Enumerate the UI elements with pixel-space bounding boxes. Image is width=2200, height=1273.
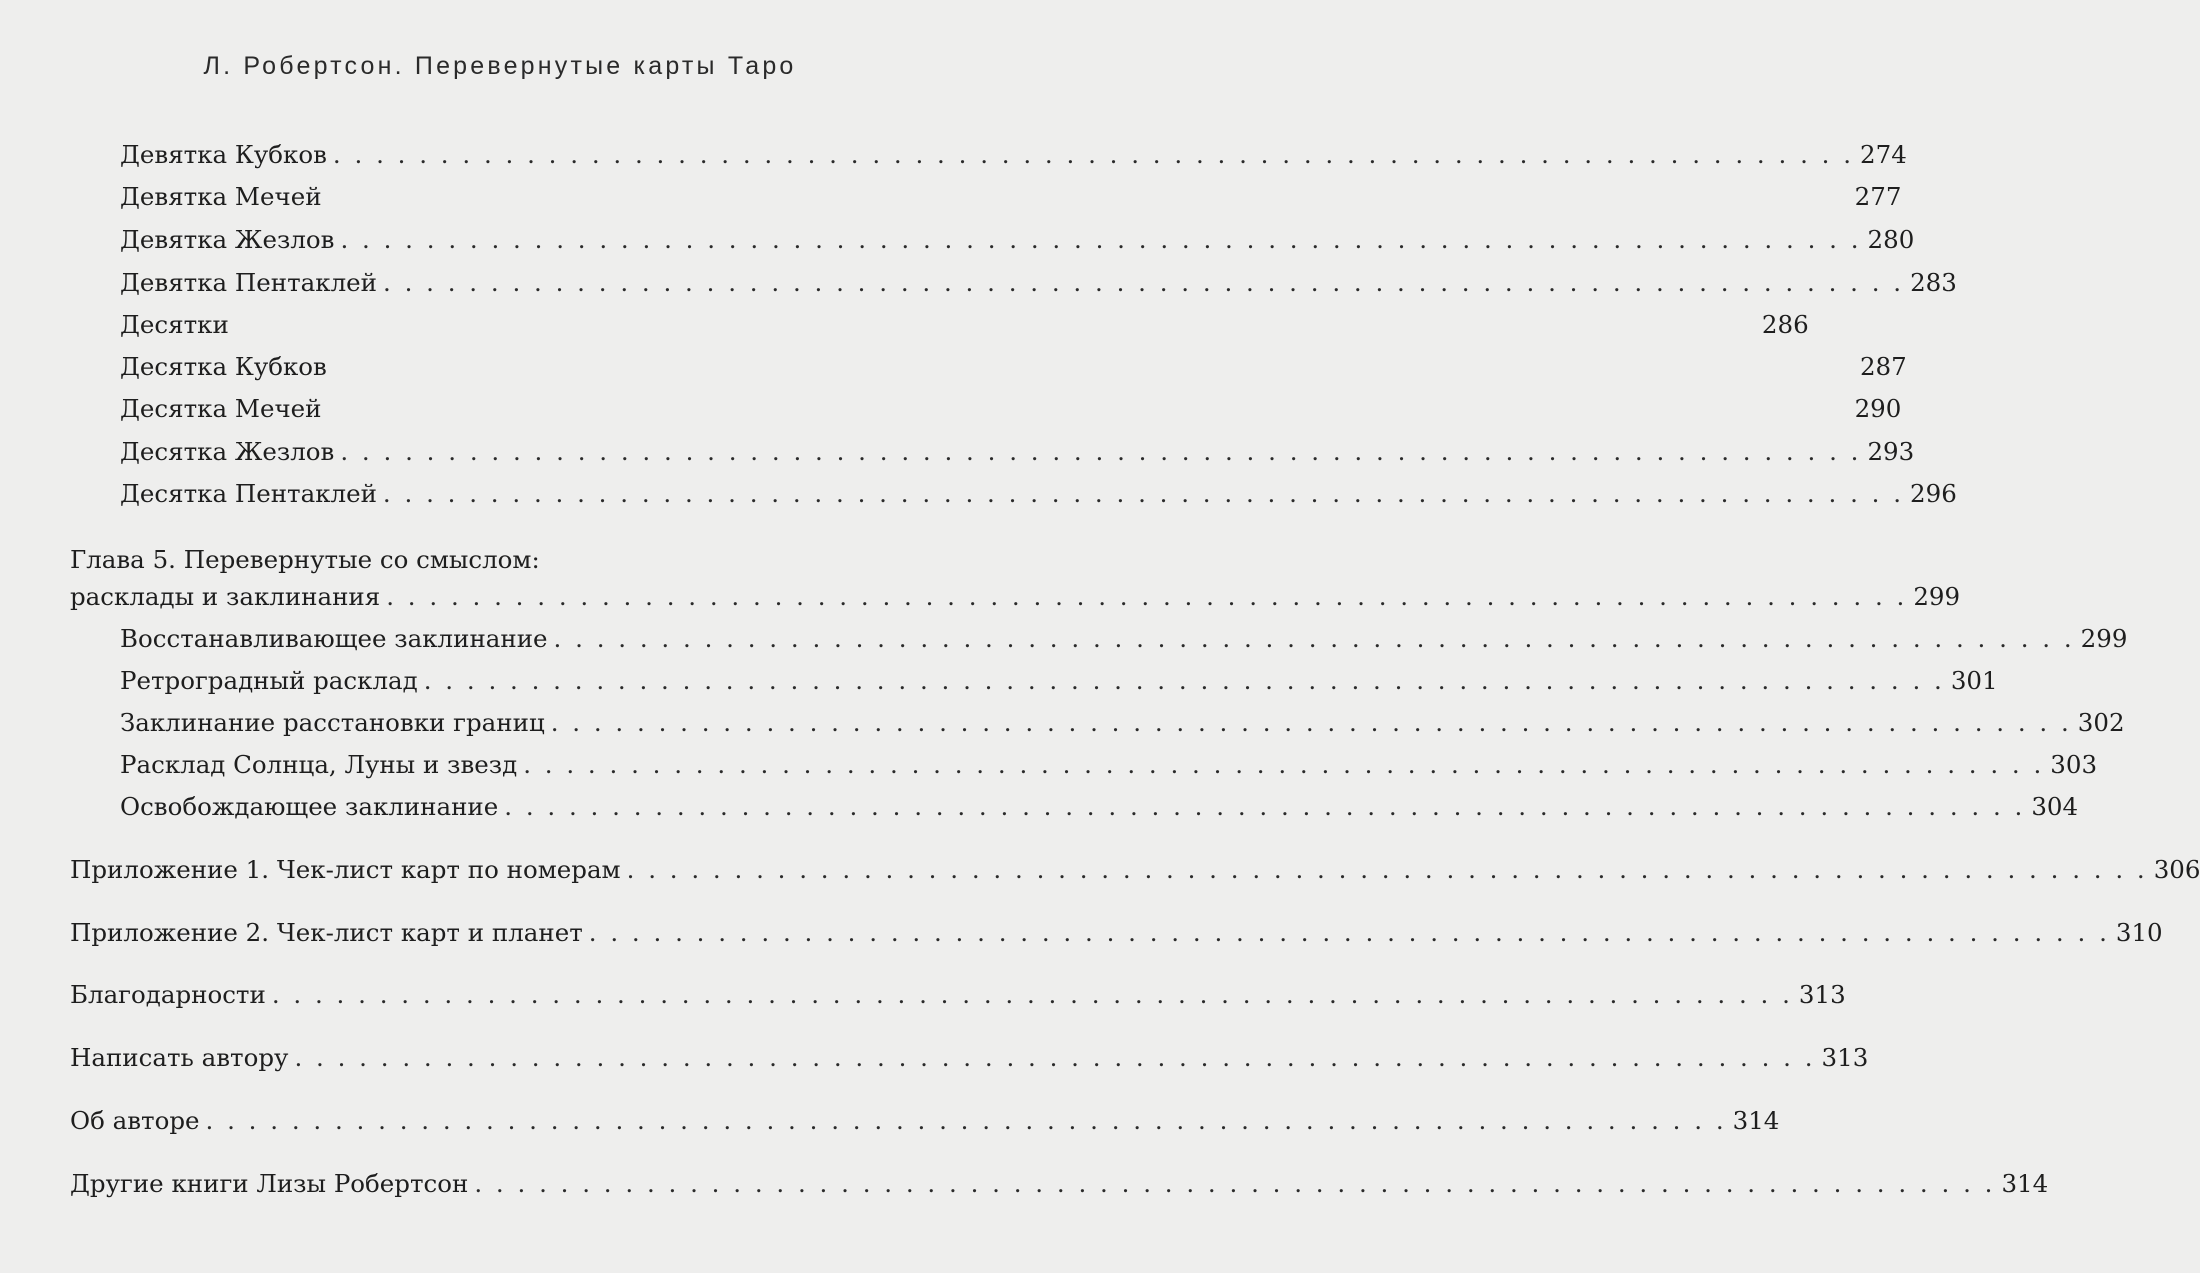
dot-leader: . . . . . . . . . . . . . . . . . . . . . . . . . . . . . . . . . . . . . . . . . . . . . . . . . . . . . . . . . . . . . . . . . . . . . . . (523, 750, 2045, 779)
toc-entry-page: 306 (2153, 855, 2200, 884)
dot-leader: . . . . . . . . . . . . . . . . . . . . . . . . . . . . . . . . . . . . . . . . . . . . . . . . . . . . . . . . . . . . . . . . . . . . . . . (474, 1169, 1996, 1198)
dot-leader: . . . . . . . . . . . . . . . . . . . . . . . . . . . . . . . . . . . . . . . . . . . . . . . . . . . . . . . . . . . . . . . . . . . . . . . (340, 437, 1862, 466)
toc-entry-label: Написать автору (70, 1043, 289, 1072)
toc-entry-page: 299 (2080, 624, 2128, 653)
toc-entry-label: Девятка Жезлов (120, 225, 335, 254)
toc-entry-label: Освобождающее заклинание (120, 792, 499, 821)
toc-entry (70, 1043, 1869, 1083)
toc-entry (120, 394, 1902, 434)
dot-leader: . . . . . . . . . . . . . . . . . . . . . . . . . . . . . . . . . . . . . . . . . . . . . . . . . . . . . . . . . . . . . . . . . . . . . . . (271, 980, 1793, 1009)
toc-entry (120, 624, 2128, 664)
dot-leader: . . . . . . . . . . . . . . . . . . . . . . . . . . . . . . . . . . . . . . . . . . . . . . . . . . . . . . . . . . . . . . . . . . . . . . . (386, 582, 1908, 611)
toc-entry (120, 268, 1957, 308)
toc-entry-page: 290 (1854, 394, 1902, 423)
running-header: Л. Робертсон. Перевернутые карты Таро (203, 52, 797, 80)
toc-entry-page: 286 (1761, 310, 1809, 339)
dot-leader: . . . . . . . . . . . . . . . . . . . . . . . . . . . . . . . . . . . . . . . . . . . . . . . . . . . . . . . . . . . . . . . . . . . . . . . (332, 140, 1855, 169)
toc-entry (70, 1106, 1780, 1146)
toc-entry-page: 280 (1867, 225, 1915, 254)
toc-entry-page: 313 (1821, 1043, 1869, 1072)
toc-entry-label: Десятка Мечей (120, 394, 322, 423)
toc-entry-label: Девятка Кубков (120, 140, 327, 169)
toc-entry (120, 437, 1915, 477)
toc-entry (70, 855, 2200, 895)
toc-entry (120, 310, 1809, 350)
toc-entry (70, 918, 2163, 958)
dot-leader: . . . . . . . . . . . . . . . . . . . . . . . . . . . . . . . . . . . . . . . . . . . . . . . . . . . . . . . . . . . . . . . . . . . . . . . (294, 1043, 1816, 1072)
dot-leader: . . . . . . . . . . . . . . . . . . . . . . . . . . . . . . . . . . . . . . . . . . . . . . . . . . . . . . . . . . . . . . . . . . . . . . . (383, 268, 1905, 297)
dot-leader: . . . . . . . . . . . . . . . . . . . . . . . . . . . . . . . . . . . . . . . . . . . . . . . . . . . . . . . . . . . . . . . . . . . . . . . (340, 225, 1862, 254)
toc-entry (120, 708, 2125, 748)
toc-entry-page: 296 (1910, 479, 1957, 508)
dot-leader: . . . . . . . . . . . . . . . . . . . . . . . . . . . . . . . . . . . . . . . . . . . . . . . . . . . . . . . . . . . . . . . . . . . . . . . (550, 708, 2072, 737)
dot-leader: . . . . . . . . . . . . . . . . . . . . . . . . . . . . . . . . . . . . . . . . . . . . . . . . . . . . . . . . . . . . . . . . . . . . . . . (588, 918, 2110, 947)
toc-entry (120, 225, 1915, 265)
toc-entry-page: 302 (2077, 708, 2125, 737)
toc-entry-label: Восстанавливающее заклинание (120, 624, 548, 653)
toc-entry (120, 750, 2098, 790)
toc-entry (70, 1169, 2049, 1209)
dot-leader: . . . . . . . . . . . . . . . . . . . . . . . . . . . . . . . . . . . . . . . . . . . . . . . . . . . . . . . . . . . . . . . . . . . . . . . (626, 855, 2148, 884)
toc-entry (120, 352, 1907, 392)
dot-leader: . . . . . . . . . . . . . . . . . . . . . . . . . . . . . . . . . . . . . . . . . . . . . . . . . . . . . . . . . . . . . . . . . . . . . . . (382, 479, 1905, 508)
toc-entry-label: Заклинание расстановки границ (120, 708, 545, 737)
chapter-subtitle: расклады и заклинания (70, 582, 381, 611)
toc-entry-label: Расклад Солнца, Луны и звезд (120, 750, 518, 779)
toc-entry-page: 310 (2115, 918, 2163, 947)
toc-entry-label: Другие книги Лизы Робертсон (70, 1169, 469, 1198)
toc-entry-page: 283 (1910, 268, 1957, 297)
toc-entry-page: 303 (2050, 750, 2098, 779)
toc-entry (120, 666, 1998, 706)
toc-entry-label: Девятка Пентаклей (120, 268, 377, 297)
toc-entry-label: Приложение 2. Чек-лист карт и планет (70, 918, 583, 947)
toc-entry-label: Об авторе (70, 1106, 200, 1135)
chapter-page: 299 (1913, 582, 1961, 611)
toc-entry (120, 140, 1907, 180)
dot-leader: . . . . . . . . . . . . . . . . . . . . . . . . . . . . . . . . . . . . . . . . . . . . . . . . . . . . . . . . . . . . . . . . . . . . . . . (205, 1106, 1727, 1135)
toc-entry-label: Десятка Кубков (120, 352, 327, 381)
toc-entry-page: 274 (1860, 140, 1907, 169)
dot-leader: . . . . . . . . . . . . . . . . . . . . . . . . . . . . . . . . . . . . . . . . . . . . . . . . . . . . . . . . . . . . . . . . . . . . . . . (423, 666, 1945, 695)
toc-entry (70, 980, 1846, 1020)
chapter-entry (70, 582, 1961, 622)
toc-entry-page: 314 (2001, 1169, 2049, 1198)
toc-entry-label: Приложение 1. Чек-лист карт по номерам (70, 855, 621, 884)
toc-entry-label: Ретроградный расклад (120, 666, 418, 695)
toc-entry-page: 287 (1859, 352, 1907, 381)
toc-entry (120, 182, 1902, 222)
toc-entry-page: 304 (2031, 792, 2079, 821)
toc-entry-page: 313 (1798, 980, 1846, 1009)
dot-leader: . . . . . . . . . . . . . . . . . . . . . . . . . . . . . . . . . . . . . . . . . . . . . . . . . . . . . . . . . . . . . . . . . . . . . . . (504, 792, 2026, 821)
chapter-title: Глава 5. Перевернутые со смыслом: (70, 545, 540, 574)
toc-entry-page: 301 (1950, 666, 1998, 695)
toc-entry (120, 792, 2079, 832)
toc-entry-label: Десятки (120, 310, 229, 339)
toc-entry-label: Десятка Пентаклей (120, 479, 377, 508)
toc-entry-label: Девятка Мечей (120, 182, 322, 211)
toc-entry-label: Десятка Жезлов (120, 437, 335, 466)
toc-entry-page: 314 (1732, 1106, 1780, 1135)
dot-leader: . . . . . . . . . . . . . . . . . . . . . . . . . . . . . . . . . . . . . . . . . . . . . . . . . . . . . . . . . . . . . . . . . . . . . . . (553, 624, 2075, 653)
toc-entry-label: Благодарности (70, 980, 266, 1009)
toc-entry (120, 479, 1957, 519)
toc-entry-page: 277 (1854, 182, 1902, 211)
toc-entry-page: 293 (1867, 437, 1915, 466)
